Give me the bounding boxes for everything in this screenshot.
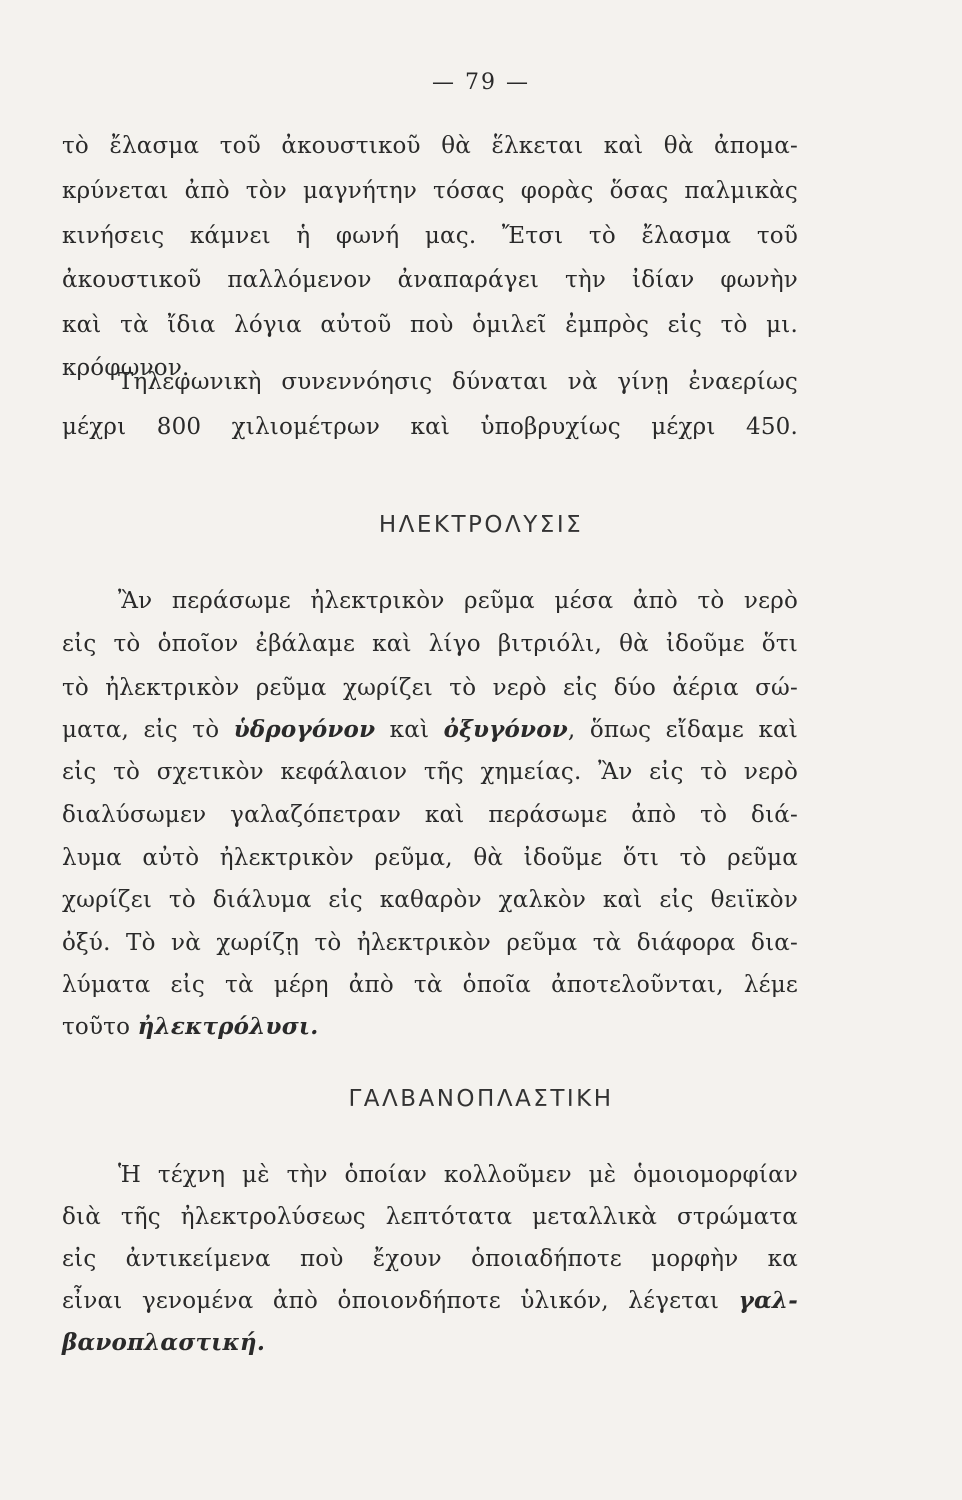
text-segment: , ὅπως εἴδαμε καὶ (567, 717, 798, 743)
text-line: λυμα αὐτὸ ἠλεκτρικὸν ρεῦμα, θὰ ἰδοῦμε ὅτι τὸ ρεῦμα (62, 845, 798, 871)
text-line: κινήσεις κάμνει ἡ φωνή μας. Ἔτσι τὸ ἔλασμα τοῦ (62, 223, 798, 249)
text-segment: καὶ (375, 717, 444, 743)
text-line: τὸ ἠλεκτρικὸν ρεῦμα χωρίζει τὸ νερὸ εἰς δύο ἀέρια σώ- (62, 675, 798, 701)
text-line: Ἡ τέχνη μὲ τὴν ὁποίαν κολλοῦμεν μὲ ὁμοιομορφίαν (118, 1162, 798, 1188)
text-line: εἰς τὸ σχετικὸν κεφάλαιον τῆς χημείας. Ἂν εἰς τὸ νερὸ (62, 759, 798, 785)
text-line (62, 1007, 798, 1047)
italic-term-oxygen: ὀξυγόνον (443, 716, 568, 743)
text-segment: τοῦτο (62, 1014, 138, 1040)
text-line: ὀξύ. Τὸ νὰ χωρίζῃ τὸ ἠλεκτρικὸν ρεῦμα τὰ διάφορα δια- (62, 930, 798, 956)
text-line: διὰ τῆς ἠλεκτρολύσεως λεπτότατα μεταλλικὰ στρώματα (62, 1204, 798, 1230)
text-line: τὸ ἔλασμα τοῦ ἀκουστικοῦ θὰ ἕλκεται καὶ θὰ ἀπομα- (62, 133, 798, 159)
text-line: κρύνεται ἀπὸ τὸν μαγνήτην τόσας φορὰς ὅσας παλμικὰς (62, 178, 798, 204)
text-segment: ματα, εἰς τὸ (62, 717, 234, 743)
text-line (62, 710, 798, 750)
text-line: ἀκουστικοῦ παλλόμενον ἀναπαράγει τὴν ἰδίαν φωνὴν (62, 267, 798, 293)
section-heading-electrolysis: ΗΛΕΚΤΡΟΛΥΣΙΣ (378, 512, 584, 538)
text-line: διαλύσωμεν γαλαζόπετραν καὶ περάσωμε ἀπὸ τὸ διά- (62, 802, 798, 828)
page-number: — 79 — (432, 70, 530, 95)
text-line: εἰς ἀντικείμενα ποὺ ἔχουν ὁποιαδήποτε μορφὴν κα (62, 1246, 798, 1272)
text-line (62, 1323, 798, 1363)
text-line: Τηλεφωνικὴ συνεννόησις δύναται νὰ γίνῃ ἐναερίως (118, 369, 798, 395)
section-heading-electroplating: ΓΑΛΒΑΝΟΠΛΑΣΤΙΚΗ (348, 1086, 614, 1112)
text-line: Ἂν περάσωμε ἠλεκτρικὸν ρεῦμα μέσα ἀπὸ τὸ νερὸ (118, 588, 798, 614)
italic-term-electroplating-start: γαλ- (738, 1287, 798, 1314)
italic-term-electrolysis: ἠλεκτρόλυσι. (137, 1013, 319, 1040)
text-line: λύματα εἰς τὰ μέρη ἀπὸ τὰ ὁποῖα ἀποτελοῦνται, λέμε (62, 972, 798, 998)
text-line: μέχρι 800 χιλιομέτρων καὶ ὑποβρυχίως μέχρι 450. (62, 414, 798, 440)
text-line: χωρίζει τὸ διάλυμα εἰς καθαρὸν χαλκὸν καὶ εἰς θειϊκὸν (62, 887, 798, 913)
text-line: εἰς τὸ ὁποῖον ἐβάλαμε καὶ λίγο βιτριόλι, θὰ ἰδοῦμε ὅτι (62, 631, 798, 657)
italic-term-hydrogen: ὑδρογόνον (233, 716, 376, 743)
text-line: καὶ τὰ ἴδια λόγια αὐτοῦ ποὺ ὁμιλεῖ ἐμπρὸς εἰς τὸ μι. (62, 312, 798, 338)
text-segment: εἶναι γενομένα ἀπὸ ὁποιονδήποτε ὑλικόν, λέγεται (62, 1288, 739, 1314)
text-line: κρόφωνον. (62, 355, 190, 381)
italic-term-electroplating-end: βανοπλαστική. (62, 1329, 266, 1356)
text-line (62, 1281, 798, 1321)
